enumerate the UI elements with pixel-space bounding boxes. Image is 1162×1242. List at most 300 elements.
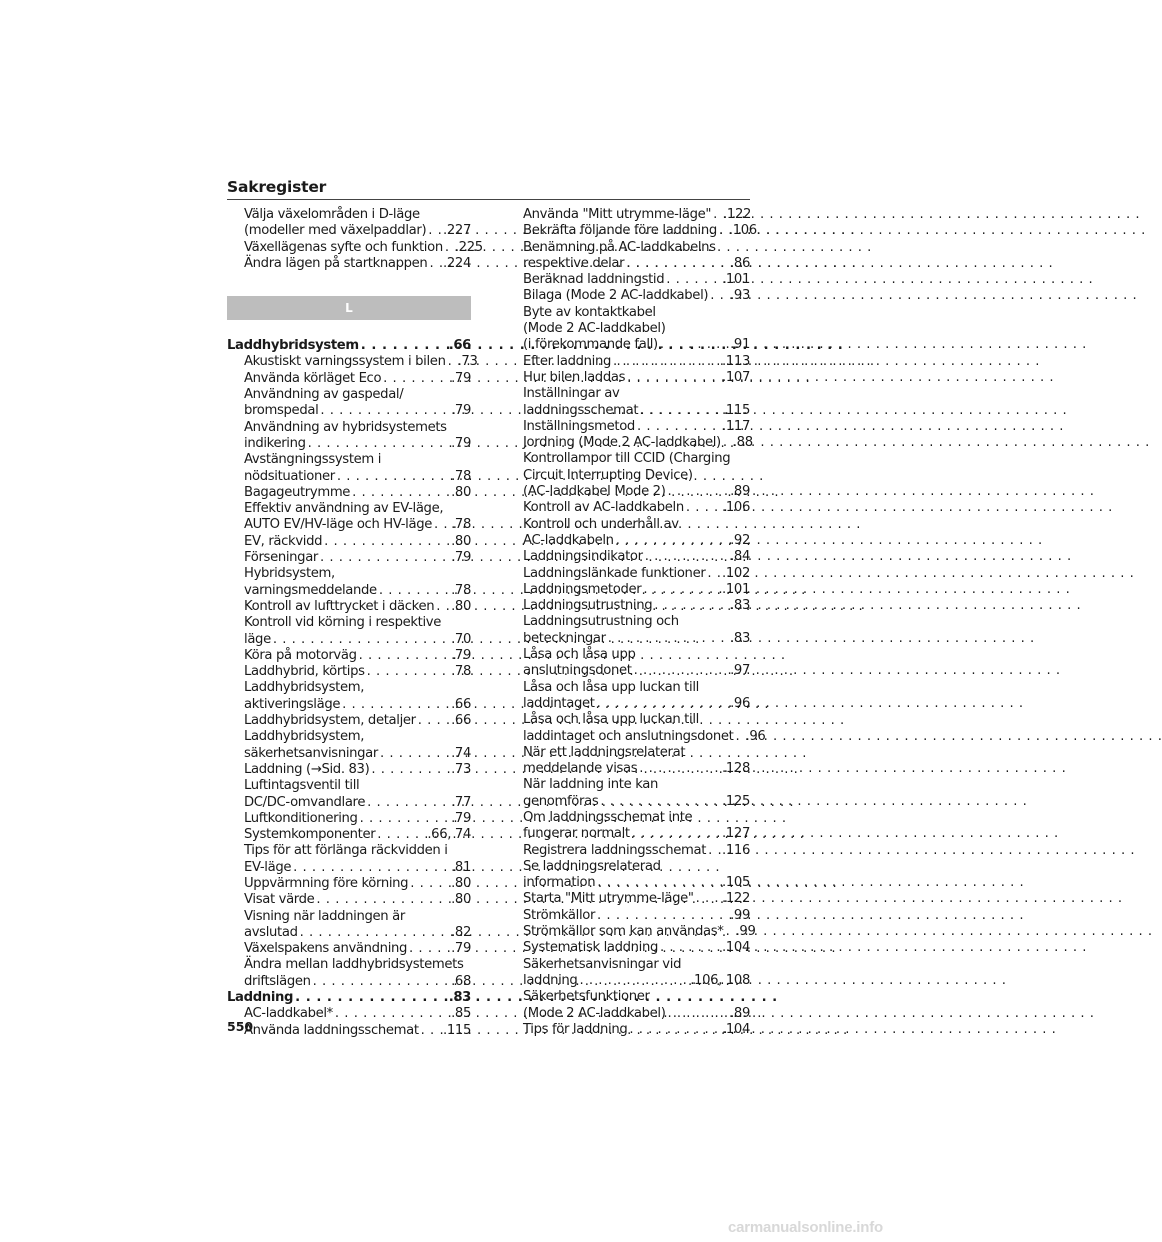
index-entry-text: Strömkällor [523, 907, 596, 923]
index-page-ref: .115 [722, 402, 750, 418]
index-entry-text: (AC-laddkabel Mode 2) [523, 484, 666, 500]
dot-leader [629, 1022, 720, 1038]
dot-leader [707, 566, 720, 582]
index-entry-text: Byte av kontaktkabel [523, 304, 656, 320]
index-entry-text: Säkerhetsfunktioner [523, 989, 650, 1005]
index-sub-entry [506, 435, 753, 451]
dot-leader [696, 891, 720, 907]
index-sub-entry [227, 534, 471, 550]
dot-leader [361, 338, 447, 354]
index-sub-entry [227, 615, 471, 648]
page-number: 550 [227, 1019, 254, 1034]
index-sub-entry [227, 207, 471, 240]
index-entry-text: laddningsschemat [523, 402, 639, 418]
index-main-entry [227, 338, 471, 354]
index-entry-text: EV, räckvidd [244, 533, 323, 549]
index-sub-entry [506, 745, 750, 778]
index-page-ref: .85 [451, 1006, 471, 1022]
index-entry-text: Laddhybrid, körtips [244, 664, 365, 680]
index-group-laddning-continued [506, 207, 766, 1038]
index-page-ref: .80 [451, 484, 471, 500]
index-page-ref: .81 [451, 859, 471, 875]
index-entry-text: Kontroll av lufttrycket i däcken [244, 598, 435, 614]
dot-leader [735, 729, 743, 745]
dot-leader [616, 533, 728, 549]
index-page-ref: .225 [454, 239, 483, 255]
dot-leader [448, 354, 456, 370]
dot-leader [597, 908, 728, 924]
index-entry-text: Låsa och låsa upp luckan till [523, 679, 699, 695]
index-page-ref: .86 [730, 255, 750, 271]
dot-leader [428, 223, 441, 239]
dot-leader [608, 631, 728, 647]
dot-leader [337, 469, 449, 485]
index-entry-text: AUTO EV/HV-läge och HV-läge [244, 517, 433, 533]
index-sub-entry [227, 485, 471, 501]
index-entry-text: Hybridsystem, [244, 566, 335, 582]
index-sub-entry [506, 1022, 750, 1038]
index-page-ref: .107 [722, 369, 750, 385]
index-main-entry [227, 990, 471, 1006]
index-page-ref: .106 [722, 500, 750, 516]
index-sub-entry [227, 239, 483, 256]
index-page-ref: .82 [451, 924, 471, 940]
dot-leader [308, 436, 449, 452]
index-page-ref: .106, 108 [690, 972, 750, 988]
index-sub-entry [506, 288, 750, 304]
index-entry-text: Circuit Interrupting Device) [523, 467, 693, 483]
index-entry-text: Laddningsutrustning och [523, 614, 679, 630]
index-entry-text: Strömkällor som kan användas* [523, 924, 724, 940]
index-sub-entry [227, 811, 471, 827]
index-entry-text: respektive delar [523, 255, 625, 271]
index-page-ref: .83 [448, 990, 471, 1006]
index-page-ref: .102 [722, 565, 750, 581]
dot-leader [597, 696, 728, 712]
index-sub-entry [506, 223, 757, 239]
index-sub-entry [227, 648, 471, 664]
index-entry-text: Kontroll och underhåll av [523, 516, 679, 532]
dot-leader [713, 207, 721, 223]
index-page-ref: .117 [722, 418, 750, 434]
index-entry-text: Laddhybridsystem, [244, 680, 365, 696]
index-entry-text: läge [244, 631, 271, 647]
dot-leader [640, 403, 720, 419]
index-group-continued [227, 207, 483, 272]
dot-leader [726, 924, 734, 940]
index-sub-entry [506, 647, 750, 680]
dot-leader [324, 534, 449, 550]
index-entry-text: Låsa och låsa upp [523, 647, 636, 663]
watermark: carmanualsonline.info [728, 1219, 883, 1236]
index-entry-text: driftslägen [244, 973, 311, 989]
index-page-ref: .79 [451, 370, 471, 386]
index-sub-entry [227, 713, 471, 729]
index-entry-text: Tips för laddning [523, 1021, 628, 1037]
index-entry-text: Laddningslänkade funktioner [523, 565, 706, 581]
dot-leader [342, 697, 449, 713]
index-entry-text: Säkerhetsanvisningar vid [523, 956, 682, 972]
index-entry-text: Luftintagsventil till [244, 778, 360, 794]
index-sub-entry [227, 680, 471, 713]
index-sub-entry [227, 892, 471, 908]
index-sub-entry [227, 371, 471, 387]
dot-leader [643, 582, 720, 598]
index-entry-text: information [523, 875, 596, 891]
index-sub-entry [506, 207, 750, 223]
dot-leader [597, 875, 720, 891]
page-title: Sakregister [227, 178, 327, 196]
index-entry-text: Växellägenas syfte och funktion [244, 239, 443, 255]
dot-leader [666, 272, 720, 288]
index-sub-entry [227, 909, 471, 942]
index-entry-text: Ändra lägen på startknappen [244, 255, 428, 271]
dot-leader [295, 990, 447, 1006]
index-entry-text: (i förekommande fall) [523, 337, 658, 353]
index-page-ref: .128 [722, 761, 750, 777]
index-entry-text: avslutad [244, 924, 298, 940]
index-entry-text: Låsa och låsa upp luckan till [523, 712, 699, 728]
index-sub-entry [506, 240, 750, 273]
dot-leader [418, 713, 449, 729]
index-page-ref: .101 [722, 581, 750, 597]
dot-leader [313, 974, 449, 990]
dot-leader [668, 484, 729, 500]
dot-leader [367, 664, 449, 680]
dot-leader [377, 827, 425, 843]
index-entry-text: Laddhybridsystem, [244, 729, 365, 745]
dot-leader [273, 632, 449, 648]
index-sub-entry [506, 810, 750, 843]
index-page-ref: .89 [730, 1005, 750, 1021]
dot-leader [379, 583, 449, 599]
index-sub-entry [227, 354, 478, 370]
index-page-ref: .227 [443, 223, 471, 239]
index-entry-text: Laddhybridsystem [227, 338, 359, 354]
index-entry-text: fungerar normalt [523, 826, 630, 842]
index-sub-entry [227, 550, 471, 566]
index-entry-text: säkerhetsanvisningar [244, 745, 378, 761]
index-entry-text: (Mode 2 AC-laddkabel) [523, 1005, 666, 1021]
index-sub-entry [227, 1006, 471, 1022]
index-page-ref: .99 [735, 924, 756, 940]
index-page-ref: .91 [730, 337, 750, 353]
dot-leader [719, 223, 727, 239]
index-entry-text: laddintaget och anslutningsdonet [523, 728, 734, 744]
index-page-ref: .96 [730, 695, 750, 711]
dot-leader [409, 941, 449, 957]
index-entry-text: Visat värde [244, 892, 315, 908]
dot-leader [654, 598, 728, 614]
index-group-l [227, 338, 478, 1039]
header-divider [227, 199, 750, 200]
index-page-ref: .127 [722, 826, 750, 842]
dot-leader [660, 337, 728, 353]
index-entry-text: Bekräfta följande före laddning [523, 223, 717, 239]
index-sub-entry [227, 876, 471, 892]
index-page-ref: .78 [451, 664, 471, 680]
index-entry-text: Systemkomponenter [244, 827, 376, 843]
index-sub-entry [227, 827, 471, 843]
index-page-ref: .83 [730, 630, 750, 646]
index-page-ref: .122 [723, 207, 752, 222]
index-entry-text: laddintaget [523, 695, 595, 711]
index-sub-entry [227, 778, 471, 811]
index-page-ref: .96 [745, 728, 766, 744]
section-letter-bar: L [227, 296, 471, 320]
index-column-left [227, 207, 483, 1039]
dot-leader [626, 256, 728, 272]
dot-leader [383, 371, 449, 387]
index-sub-entry [227, 729, 471, 762]
dot-leader [320, 403, 449, 419]
index-sub-entry [506, 305, 750, 354]
index-page-ref: .99 [730, 907, 750, 923]
index-sub-entry [227, 566, 471, 599]
index-sub-entry [227, 599, 471, 615]
dot-leader [639, 761, 720, 777]
index-entry-text: DC/DC-omvandlare [244, 794, 366, 810]
index-sub-entry [227, 762, 471, 778]
index-entry-text: När ett laddningsrelaterat [523, 744, 686, 760]
dot-leader [429, 256, 441, 272]
index-page-ref: .78 [451, 517, 471, 533]
index-sub-entry [227, 256, 471, 272]
index-entry-text: aktiveringsläge [244, 696, 341, 712]
index-page-ref: .83 [730, 598, 750, 614]
index-entry-text: Användning av hybridsystemets [244, 419, 447, 435]
index-page-ref: .105 [722, 875, 750, 891]
index-entry-text: Se laddningsrelaterad [523, 858, 661, 874]
index-entry-text: nödsituationer [244, 468, 335, 484]
index-entry-text: Använda laddningsschemat [244, 1022, 419, 1038]
index-page-ref: .89 [730, 484, 750, 500]
index-entry-text: Bilaga (Mode 2 AC-laddkabel) [523, 288, 709, 304]
index-sub-entry [506, 272, 750, 288]
index-sub-entry [227, 501, 471, 534]
index-entry-text: Akustiskt varningssystem i bilen [244, 354, 446, 370]
index-sub-entry [227, 387, 471, 420]
index-entry-text: Om laddningsschemat inte [523, 809, 693, 825]
index-sub-entry [506, 908, 750, 924]
index-page-ref: .80 [451, 533, 471, 549]
index-entry-text: Jordning (Mode 2 AC-laddkabel) [523, 435, 721, 451]
index-entry-text: Tips för att förlänga räckvidden i [244, 843, 448, 859]
index-page-ref: .79 [451, 435, 471, 451]
index-entry-text: Systematisk laddning [523, 940, 659, 956]
dot-leader [410, 876, 449, 892]
index-entry-text: Avstängningssystem i [244, 452, 382, 468]
index-entry-text: Kontroll vid körning i respektive [244, 615, 442, 631]
index-sub-entry [227, 420, 471, 453]
index-page-ref: .73 [457, 354, 478, 370]
index-entry-text: varningsmeddelande [244, 582, 377, 598]
index-sub-entry [506, 777, 750, 810]
index-entry-text: Köra på motorväg [244, 647, 357, 663]
index-entry-text: laddning [523, 972, 578, 988]
index-page-ref: .115 [443, 1022, 471, 1038]
dot-leader [360, 811, 449, 827]
index-entry-text: Kontrollampor till CCID (Charging [523, 451, 731, 467]
dot-leader [723, 435, 731, 451]
index-sub-entry [506, 680, 750, 713]
index-page-ref: .77 [451, 794, 471, 810]
dot-leader [627, 370, 720, 386]
dot-leader [668, 1006, 729, 1022]
index-entry-text: AC-laddkabel* [244, 1006, 333, 1022]
index-page-ref: .79 [451, 941, 471, 957]
index-page-ref: .88 [732, 435, 753, 451]
index-entry-text: Inställningsmetod [523, 418, 635, 434]
index-page-ref: .66, 74 [427, 827, 471, 843]
dot-leader [293, 860, 449, 876]
index-entry-text: Laddningsmetoder [523, 581, 642, 597]
dot-leader [421, 1023, 441, 1039]
index-sub-entry [506, 940, 750, 956]
index-page-ref: .113 [722, 353, 750, 369]
index-page-ref: .74 [451, 745, 471, 761]
index-entry-text: EV-läge [244, 859, 292, 875]
dot-leader [300, 925, 449, 941]
dot-leader [600, 794, 720, 810]
dot-leader [352, 485, 449, 501]
index-sub-entry [506, 354, 750, 370]
index-page-ref: .78 [451, 468, 471, 484]
index-entry-text: beteckningar [523, 630, 606, 646]
index-sub-entry [227, 941, 471, 957]
index-entry-text: indikering [244, 435, 306, 451]
index-page-ref: .84 [730, 549, 750, 565]
dot-leader [380, 746, 449, 762]
dot-leader [708, 843, 720, 859]
index-entry-text: Registrera laddningsschemat [523, 842, 707, 858]
index-entry-text: Förseningar [244, 550, 318, 566]
index-entry-text: Ändra mellan laddhybridsystemets [244, 957, 464, 973]
index-page-ref: .97 [730, 663, 750, 679]
index-entry-text: meddelande visas [523, 761, 638, 777]
dot-leader [686, 500, 720, 516]
index-page-ref: .116 [722, 842, 750, 858]
index-sub-entry [227, 1023, 471, 1039]
index-entry-text: Beräknad laddningstid [523, 272, 665, 288]
index-entry-text: Visning när laddningen är [244, 908, 405, 924]
index-page-ref: .70 [451, 631, 471, 647]
dot-leader [637, 419, 720, 435]
index-sub-entry [506, 566, 750, 582]
index-sub-entry [506, 614, 750, 647]
index-entry-text: Använda körläget Eco [244, 370, 382, 386]
dot-leader [335, 1006, 449, 1022]
index-sub-entry [506, 370, 750, 386]
index-page-ref: .93 [730, 288, 750, 304]
index-entry-text: Luftkonditionering [244, 810, 358, 826]
index-entry-text: bromspedal [244, 403, 319, 419]
index-sub-entry [506, 386, 750, 419]
index-entry-text: Laddhybridsystem, detaljer [244, 713, 416, 729]
index-entry-text: Starta "Mitt utrymme-läge" [523, 891, 694, 907]
dot-leader [710, 288, 728, 304]
index-page-ref: .80 [451, 875, 471, 891]
dot-leader [632, 826, 720, 842]
index-entry-text: Laddningsutrustning [523, 598, 653, 614]
index-entry-text: Effektiv användning av EV-läge, [244, 501, 444, 517]
index-page-ref: .104 [722, 940, 750, 956]
index-entry-text: Växelspakens användning [244, 941, 408, 957]
index-page-ref: .78 [451, 582, 471, 598]
index-sub-entry [506, 598, 750, 614]
index-sub-entry [506, 957, 750, 990]
index-entry-text: AC-laddkabeln [523, 532, 614, 548]
index-entry-text: Efter laddning [523, 353, 611, 369]
dot-leader [579, 973, 688, 989]
dot-leader [316, 892, 449, 908]
index-sub-entry [506, 451, 750, 500]
dot-leader [371, 762, 449, 778]
index-page-ref: .68 [451, 973, 471, 989]
index-page-ref: .125 [722, 793, 750, 809]
index-page-ref: .80 [451, 598, 471, 614]
index-sub-entry [227, 957, 471, 990]
index-entry-text: Bagageutrymme [244, 484, 351, 500]
index-entry-text: Inställningar av [523, 386, 620, 402]
index-sub-entry [506, 843, 750, 859]
dot-leader [613, 354, 720, 370]
index-sub-entry [506, 859, 750, 892]
dot-leader [436, 599, 449, 615]
index-page-ref: .92 [730, 532, 750, 548]
index-entry-text: anslutningsdonet [523, 663, 632, 679]
index-sub-entry [227, 843, 471, 876]
index-sub-entry [506, 549, 750, 565]
index-sub-entry [506, 989, 750, 1022]
index-page-ref: .66 [448, 338, 471, 354]
index-page-ref: .79 [451, 647, 471, 663]
index-page-ref: .73 [451, 761, 471, 777]
index-entry-text: Användning av gaspedal/ [244, 387, 404, 403]
index-entry-text: Laddning [227, 990, 294, 1006]
index-sub-entry [506, 517, 750, 550]
index-sub-entry [506, 419, 750, 435]
index-page-ref: .66 [451, 696, 471, 712]
index-page-ref: .80 [451, 892, 471, 908]
dot-leader [434, 517, 449, 533]
index-column-right [506, 207, 766, 1038]
dot-leader [367, 795, 449, 811]
index-entry-text: (Mode 2 AC-laddkabel) [523, 321, 666, 337]
index-page-ref: .224 [443, 255, 471, 271]
index-entry-text: genomföras [523, 793, 599, 809]
index-entry-text: Hur bilen laddas [523, 369, 626, 385]
index-page-ref: .101 [722, 272, 750, 288]
index-entry-text: Laddning (→Sid. 83) [244, 761, 370, 777]
index-sub-entry [506, 712, 766, 745]
dot-leader [645, 549, 728, 565]
index-entry-text: Uppvärmning före körning [244, 875, 409, 891]
index-sub-entry [227, 452, 471, 485]
dot-leader [634, 663, 728, 679]
index-entry-text: Benämning på AC-laddkabelns [523, 239, 716, 255]
index-sub-entry [227, 664, 471, 680]
dot-leader [660, 940, 720, 956]
index-entry-text: (modeller med växelpaddlar) [244, 223, 427, 239]
index-sub-entry [506, 582, 750, 598]
index-entry-text: När laddning inte kan [523, 777, 658, 793]
index-entry-text: Laddningsindikator [523, 549, 643, 565]
index-page-ref: .79 [451, 403, 471, 419]
index-page-ref: .79 [451, 550, 471, 566]
index-page-ref: .104 [722, 1021, 750, 1037]
index-sub-entry [506, 891, 750, 907]
